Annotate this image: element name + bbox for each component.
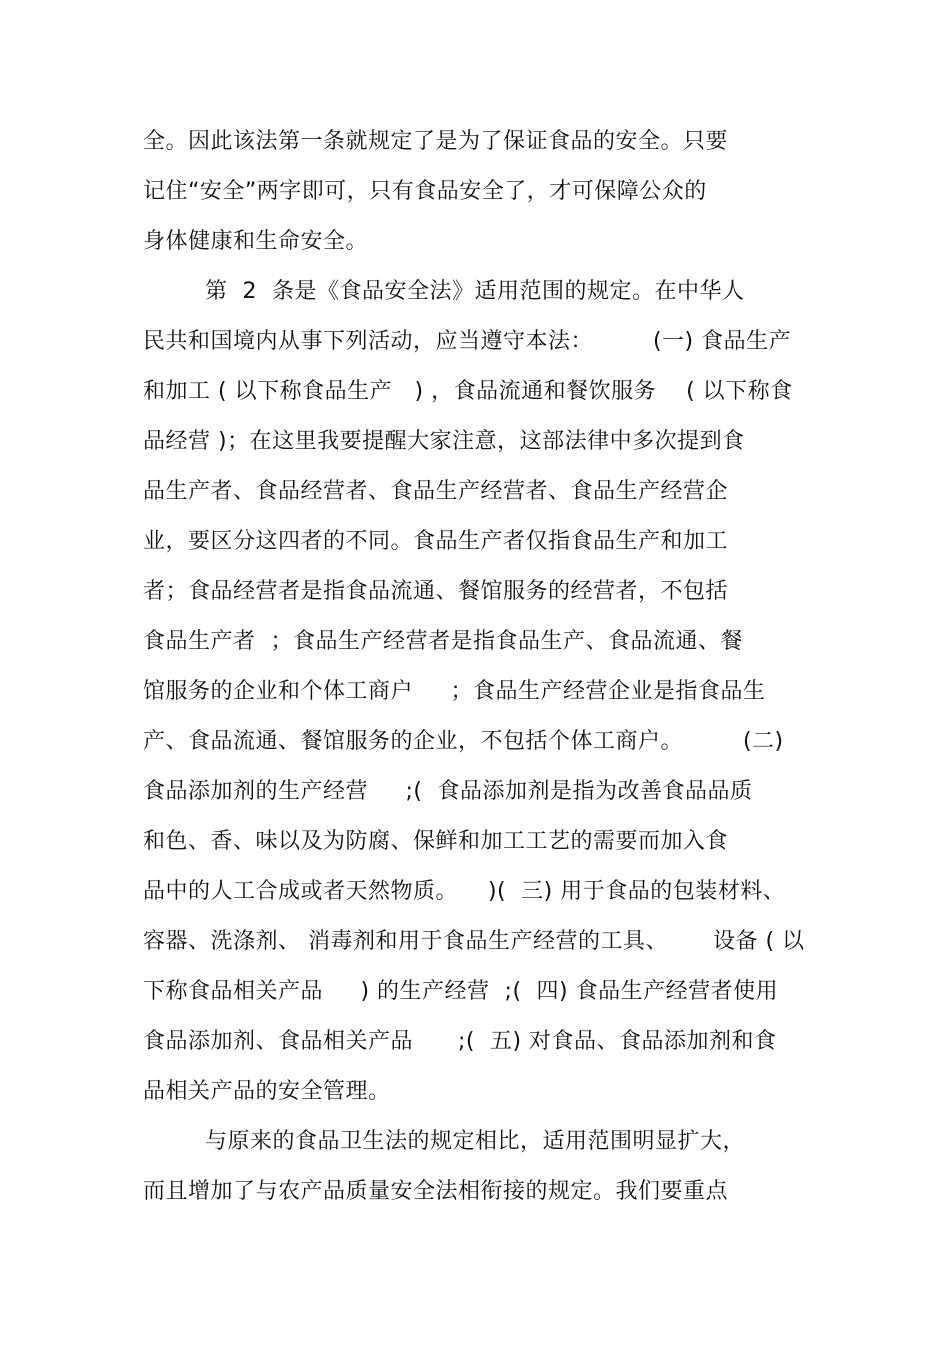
text-line: 馆服务的企业和个体工商户 ；食品生产经营企业是指食品生 — [143, 679, 766, 704]
text-line: 容器、洗涤剂、 消毒剂和用于食品生产经营的工具、 设备 ( 以 — [143, 929, 805, 954]
text-line: 品相关产品的安全管理。 — [143, 1079, 391, 1104]
text-line: 食品生产者 ；食品生产经营者是指食品生产、食品流通、餐 — [143, 629, 743, 654]
text-line: 食品添加剂、食品相关产品 ;( 五) 对食品、食品添加剂和食 — [143, 1029, 777, 1054]
text-line: 记住“安全”两字即可，只有食品安全了，才可保障公众的 — [143, 179, 707, 204]
text-line: 身体健康和生命安全。 — [143, 229, 369, 254]
text-line: 和色、香、味以及为防腐、保鲜和加工工艺的需要而加入食 — [143, 829, 729, 854]
text-line: 下称食品相关产品 ) 的生产经营 ;( 四) 食品生产经营者使用 — [143, 979, 779, 1004]
text-line: 民共和国境内从事下列活动，应当遵守本法： (一) 食品生产 — [143, 329, 792, 354]
text-line: 和加工 ( 以下称食品生产 ) ，食品流通和餐饮服务 ( 以下称食 — [143, 379, 793, 404]
text-line: 品中的人工合成或者天然物质。 )( 三) 用于食品的包装材料、 — [143, 879, 786, 904]
text-line: 业，要区分这四者的不同。食品生产者仅指食品生产和加工 — [143, 529, 729, 554]
text-line: 产、食品流通、餐馆服务的企业，不包括个体工商户。 (二) — [143, 729, 784, 754]
text-line: 全。因此该法第一条就规定了是为了保证食品的安全。只要 — [143, 129, 729, 154]
paragraph-start-line: 与原来的食品卫生法的规定相比，适用范围明显扩大， — [205, 1129, 746, 1154]
paragraph-start-line: 第 2 条是《食品安全法》适用范围的规定。在中华人 — [205, 279, 745, 304]
text-line: 而且增加了与农产品质量安全法相衔接的规定。我们要重点 — [143, 1179, 729, 1204]
text-line: 食品添加剂的生产经营 ;( 食品添加剂是指为改善食品品质 — [143, 779, 753, 804]
text-line: 品经营 )；在这里我要提醒大家注意，这部法律中多次提到食 — [143, 429, 745, 454]
text-line: 品生产者、食品经营者、食品生产经营者、食品生产经营企 — [143, 479, 729, 504]
text-line: 者；食品经营者是指食品流通、餐馆服务的经营者，不包括 — [143, 579, 729, 604]
